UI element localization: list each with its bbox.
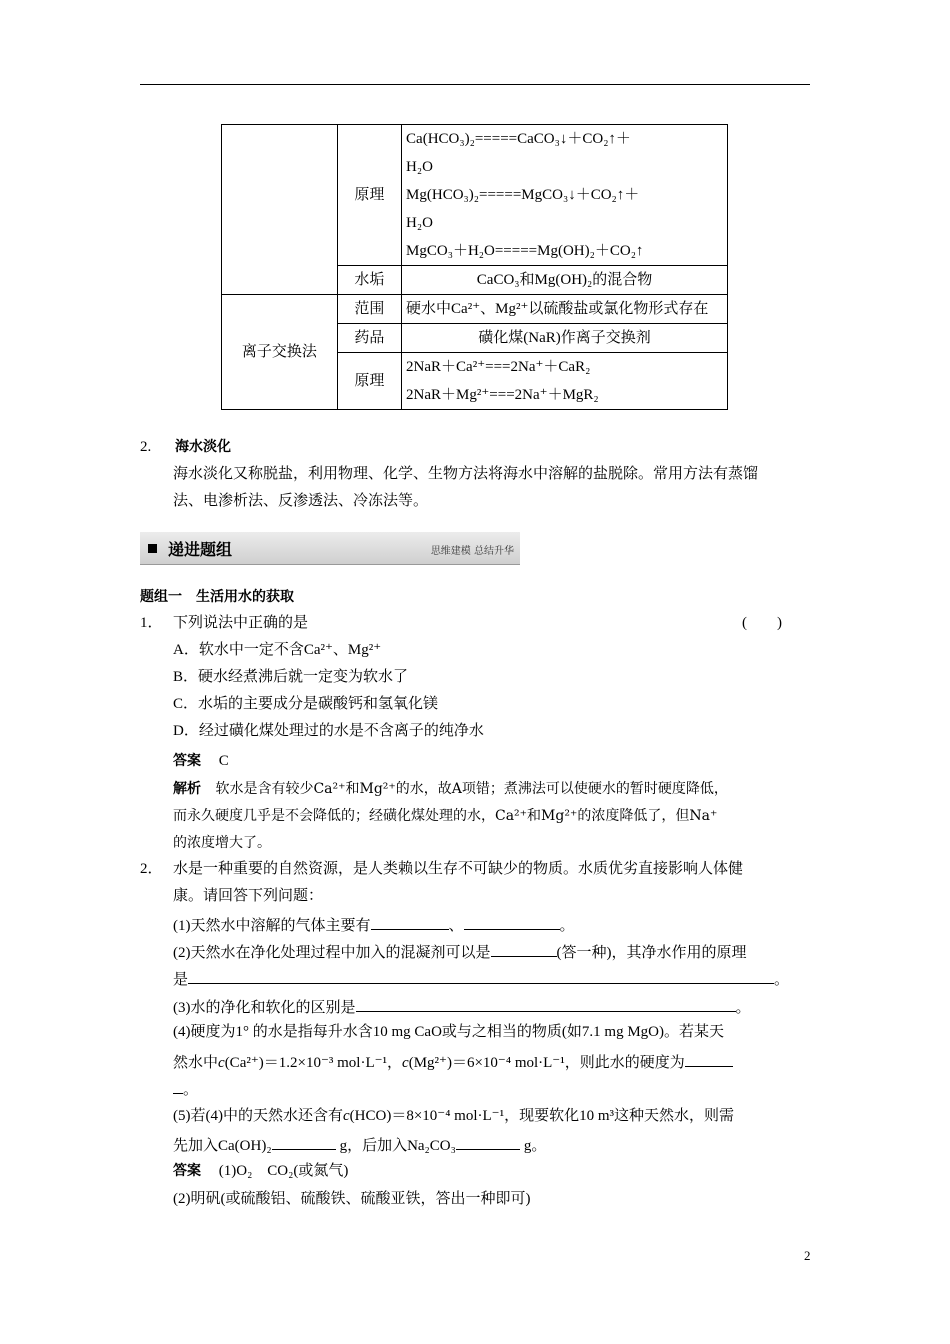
part-text: 是 (173, 972, 189, 988)
q1-jiexi-line: 的浓度增大了。 (173, 835, 271, 851)
part-text: (Mg²⁺)＝6×10⁻⁴ mol·L⁻¹，则此水的硬度为 (408, 1055, 685, 1071)
answer-blank[interactable] (464, 913, 560, 930)
yuanli2-equations (402, 353, 728, 410)
answer-label: 答案 (173, 1163, 201, 1179)
method-ion-exchange: 离子交换法 (222, 295, 338, 410)
sec2-number: 2. (140, 439, 152, 455)
part-text: (Ca²⁺)＝1.2×10⁻³ mol·L⁻¹， (224, 1055, 403, 1071)
part-text: g，后加入Na₂CO₃ (339, 1138, 456, 1154)
eq-line: 2NaR＋Mg²⁺===2Na⁺＋MgR₂ (406, 387, 599, 403)
answer-value: C (218, 753, 229, 769)
part-text: (5)若(4)中的天然水还含有 (173, 1108, 343, 1124)
answer-blank[interactable] (272, 1133, 336, 1150)
option-b: B．硬水经煮沸后就一定变为软水了 (173, 669, 409, 685)
row-label-fanwei: 范围 (337, 295, 401, 324)
q1-stem: 下列说法中正确的是 (173, 615, 309, 631)
option-a: A．软水中一定不含Ca²⁺、Mg²⁺ (173, 642, 382, 658)
sec2-text-line: 海水淡化又称脱盐，利用物理、化学、生物方法将海水中溶解的盐脱除。常用方法有蒸馏 (173, 466, 759, 482)
answer-blank[interactable] (491, 940, 557, 957)
var-c: c (342, 1108, 350, 1124)
answer-blank[interactable] (173, 1077, 183, 1094)
group-title: 题组一 生活用水的获取 (140, 589, 294, 605)
method-cell-1 (222, 125, 338, 295)
answer-blank[interactable] (356, 995, 736, 1012)
q2-part2a (173, 940, 747, 963)
q2-number: 2． (140, 861, 163, 877)
sec2-heading (140, 437, 231, 457)
part-text: (HCO)＝8×10⁻⁴ mol·L⁻¹，现要软化10 m³这种天然水，则需 (349, 1108, 734, 1124)
jiexi-text: 软水是含有较少Ca²⁺和Mg²⁺的水，故A项错；煮沸法可以使硬水的暂时硬度降低， (215, 781, 728, 797)
q2-part5b (173, 1133, 546, 1156)
part-text: (1)天然水中溶解的气体主要有 (173, 918, 371, 934)
part-text: 。 (735, 1000, 751, 1016)
part-text: (答一种)，其净水作用的原理 (556, 945, 747, 961)
eq-line: 2NaR＋Ca²⁺===2Na⁺＋CaR₂ (406, 359, 591, 375)
row-label-shuigou: 水垢 (337, 266, 401, 295)
answer-value: (1)O₂ CO₂(或氮气) (218, 1163, 349, 1179)
q2-part1 (173, 913, 575, 936)
part-text: g。 (523, 1138, 547, 1154)
eq-line: Ca(HCO₃)₂=====CaCO₃↓＋CO₂↑＋ (406, 131, 631, 147)
q1-number: 1． (140, 615, 163, 631)
eq-line: MgCO₃＋H₂O=====Mg(OH)₂＋CO₂↑ (406, 243, 644, 259)
section-bar (140, 532, 520, 565)
row-label-yuanli: 原理 (337, 125, 401, 266)
answer-blank[interactable] (188, 967, 774, 984)
q2-stem-line: 康。请回答下列问题： (173, 888, 324, 904)
answer-paren: ( ) (742, 615, 782, 631)
part-text: 。 (183, 1082, 199, 1098)
q2-part5a (173, 1106, 734, 1126)
answer-label: 答案 (173, 753, 201, 769)
var-c: c (402, 1055, 409, 1071)
shuigou-value: CaCO₃和Mg(OH)₂的混合物 (402, 266, 728, 295)
yuanli-equations (402, 125, 728, 266)
answer-blank[interactable] (685, 1050, 733, 1067)
row-label-yaopin: 药品 (337, 324, 401, 353)
part-text: 然水中 (173, 1055, 219, 1071)
eq-line: H₂O (406, 215, 433, 231)
q2-part3 (173, 995, 751, 1018)
q2-part4a: (4)硬度为1° 的水是指每升水含10 mg CaO或与之相当的物质(如7.1 mg MgO)。若某天 (173, 1024, 724, 1040)
answer-blank[interactable] (456, 1133, 520, 1150)
fanwei-value: 硬水中Ca²⁺、Mg²⁺以硫酸盐或氯化物形式存在 (402, 295, 728, 324)
part-text: 先加入Ca(OH)₂ (173, 1138, 272, 1154)
jiexi-label: 解析 (173, 781, 201, 797)
part-text: 。 (559, 918, 575, 934)
q1-stem-line (140, 613, 163, 633)
q2-part4b (173, 1050, 733, 1073)
part-text: 、 (448, 918, 464, 934)
part-text: 。 (774, 972, 790, 988)
section-title: 递进题组 (168, 540, 233, 559)
part-text: (3)水的净化和软化的区别是 (173, 1000, 356, 1016)
page-number: 2 (804, 1248, 811, 1263)
sec2-text-line: 法、电渗析法、反渗透法、冷冻法等。 (173, 493, 429, 509)
answer-blank[interactable] (371, 913, 449, 930)
option-d: D．经过磺化煤处理过的水是不含离子的纯净水 (173, 723, 484, 739)
sec2-title: 海水淡化 (175, 439, 231, 455)
var-c: c (218, 1055, 225, 1071)
q2-part2b (173, 967, 789, 990)
q2-answer-line: (2)明矾(或硫酸铝、硫酸铁、硫酸亚铁，答出一种即可) (173, 1191, 531, 1207)
q2-answer-line (173, 1161, 348, 1181)
square-bullet-icon (148, 544, 157, 553)
eq-line: Mg(HCO₃)₂=====MgCO₃↓＋CO₂↑＋ (406, 187, 640, 203)
q2-part4c (173, 1077, 198, 1100)
row-label-yuanli2: 原理 (337, 353, 401, 410)
option-c: C．水垢的主要成分是碳酸钙和氢氧化镁 (173, 696, 439, 712)
yaopin-value: 磺化煤(NaR)作离子交换剂 (402, 324, 728, 353)
q1-answer (173, 751, 229, 771)
part-text: (2)天然水在净化处理过程中加入的混凝剂可以是 (173, 945, 491, 961)
header-rule (140, 84, 810, 85)
section-subtitle: 思维建模 总结升华 (430, 546, 514, 557)
q1-jiexi-line (173, 779, 728, 799)
q2-stem-line: 水是一种重要的自然资源，是人类赖以生存不可缺少的物质。水质优劣直接影响人体健 (173, 861, 744, 877)
q1-jiexi-line: 而永久硬度几乎是不会降低的；经磺化煤处理的水，Ca²⁺和Mg²⁺的浓度降低了，但Na⁺ (173, 808, 718, 824)
eq-line: H₂O (406, 159, 433, 175)
water-treatment-table (221, 124, 728, 410)
